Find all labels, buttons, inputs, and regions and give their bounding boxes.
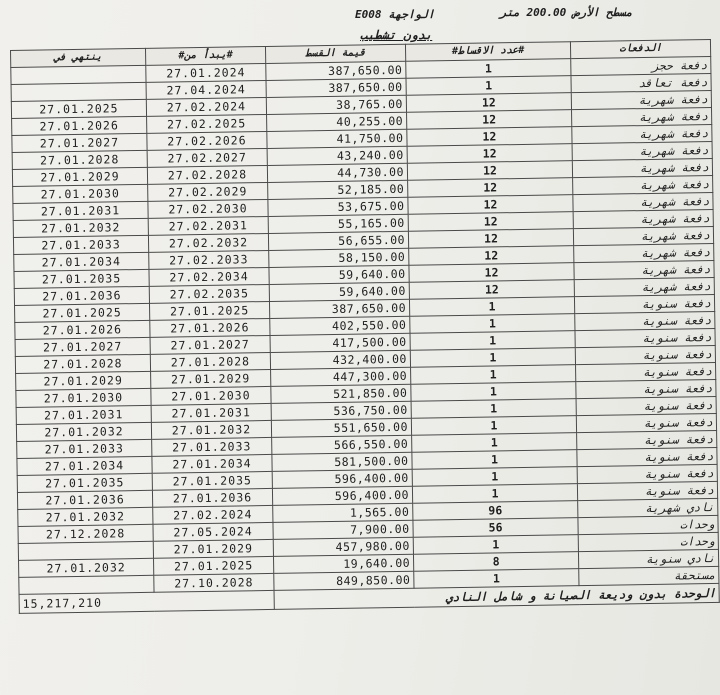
cell-start: 27.02.2025 bbox=[147, 114, 267, 133]
cell-end: 27.01.2031 bbox=[13, 201, 148, 220]
cell-type: دفعة سنوية bbox=[575, 345, 715, 364]
cell-type: دفعة سنوية bbox=[576, 379, 716, 398]
cell-end: 27.01.2025 bbox=[15, 303, 150, 322]
cell-count: 1 bbox=[412, 433, 577, 453]
cell-type: دفعة سنوية bbox=[574, 294, 714, 313]
cell-amount: 536,750.00 bbox=[271, 401, 411, 420]
cell-end: 27.01.2035 bbox=[14, 269, 149, 288]
cell-end: 27.01.2028 bbox=[12, 150, 147, 169]
cell-count: 1 bbox=[413, 535, 578, 555]
cell-type: دفعة حجز bbox=[571, 56, 711, 75]
cell-amount: 432,400.00 bbox=[270, 350, 410, 369]
cell-amount: 581,500.00 bbox=[272, 452, 412, 471]
cell-count: 1 bbox=[411, 365, 576, 385]
cell-count: 1 bbox=[414, 569, 579, 589]
cell-end: 27.12.2028 bbox=[18, 524, 153, 543]
cell-start: 27.01.2031 bbox=[151, 403, 271, 422]
cell-start: 27.01.2032 bbox=[151, 420, 271, 439]
header-type: الدفعات bbox=[570, 39, 710, 58]
total-label: الوحدة بدون وديعة الصيانة و شامل النادي bbox=[274, 583, 719, 609]
cell-amount: 596,400.00 bbox=[272, 469, 412, 488]
cell-amount: 41,750.00 bbox=[267, 129, 407, 148]
cell-amount: 7,900.00 bbox=[273, 520, 413, 539]
cell-start: 27.02.2024 bbox=[146, 97, 266, 116]
cell-start: 27.02.2028 bbox=[147, 165, 267, 184]
cell-type: دفعة تعاقد bbox=[571, 73, 711, 92]
cell-start: 27.01.2026 bbox=[150, 318, 270, 337]
cell-count: 1 bbox=[406, 76, 571, 96]
cell-amount: 55,165.00 bbox=[268, 214, 408, 233]
total-value: 15,217,210 bbox=[19, 590, 274, 613]
cell-start: 27.02.2027 bbox=[147, 148, 267, 167]
cell-start: 27.02.2026 bbox=[147, 131, 267, 150]
cell-count: 1 bbox=[411, 382, 576, 402]
cell-start: 27.01.2025 bbox=[149, 301, 269, 320]
cell-type: دفعة سنوية bbox=[577, 447, 717, 466]
cell-type: دفعة شهرية bbox=[574, 243, 714, 262]
cell-count: 1 bbox=[412, 450, 577, 470]
cell-count: 12 bbox=[407, 144, 572, 164]
cell-type: دفعة سنوية bbox=[577, 430, 717, 449]
cell-count: 1 bbox=[411, 399, 576, 419]
cell-amount: 19,640.00 bbox=[273, 554, 413, 573]
cell-count: 12 bbox=[409, 280, 574, 300]
cell-count: 1 bbox=[406, 59, 571, 79]
cell-amount: 417,500.00 bbox=[270, 333, 410, 352]
cell-start: 27.02.2032 bbox=[148, 233, 268, 252]
cell-type: وحدات bbox=[578, 532, 718, 551]
cell-count: 12 bbox=[408, 195, 573, 215]
cell-amount: 59,640.00 bbox=[269, 265, 409, 284]
cell-end: 27.01.2025 bbox=[11, 99, 146, 118]
cell-amount: 58,150.00 bbox=[269, 248, 409, 267]
cell-type: نادي سنوية bbox=[578, 549, 718, 568]
cell-start: 27.02.2033 bbox=[149, 250, 269, 269]
cell-start: 27.02.2031 bbox=[148, 216, 268, 235]
cell-type: دفعة سنوية bbox=[576, 396, 716, 415]
cell-start: 27.01.2028 bbox=[150, 352, 270, 371]
cell-type: دفعة شهرية bbox=[572, 141, 712, 160]
cell-end bbox=[19, 575, 154, 594]
cell-type: دفعة سنوية bbox=[577, 464, 717, 483]
cell-end: 27.01.2029 bbox=[12, 167, 147, 186]
cell-count: 12 bbox=[408, 178, 573, 198]
land-area-heading: مسطح الأرض 200.00 متر bbox=[500, 6, 633, 19]
cell-count: 1 bbox=[410, 314, 575, 334]
cell-end: 27.01.2036 bbox=[14, 286, 149, 305]
cell-amount: 849,850.00 bbox=[274, 571, 414, 590]
cell-end: 27.01.2032 bbox=[13, 218, 148, 237]
cell-count: 96 bbox=[413, 501, 578, 521]
cell-count: 12 bbox=[407, 110, 572, 130]
cell-amount: 596,400.00 bbox=[272, 486, 412, 505]
cell-end: 27.01.2033 bbox=[17, 439, 152, 458]
cell-start: 27.01.2029 bbox=[153, 539, 273, 558]
cell-amount: 521,850.00 bbox=[271, 384, 411, 403]
cell-start: 27.01.2033 bbox=[152, 437, 272, 456]
cell-amount: 402,550.00 bbox=[270, 316, 410, 335]
cell-count: 1 bbox=[410, 331, 575, 351]
cell-count: 12 bbox=[407, 161, 572, 181]
cell-amount: 1,565.00 bbox=[273, 503, 413, 522]
cell-type: دفعة شهرية bbox=[573, 209, 713, 228]
cell-count: 12 bbox=[406, 93, 571, 113]
finishing-heading: بدون تشطيب bbox=[360, 28, 433, 42]
cell-start: 27.01.2030 bbox=[151, 386, 271, 405]
cell-count: 8 bbox=[413, 552, 578, 572]
cell-end: 27.01.2028 bbox=[15, 354, 150, 373]
cell-start: 27.01.2027 bbox=[150, 335, 270, 354]
header-end: ينتهي في bbox=[11, 48, 146, 67]
cell-amount: 457,980.00 bbox=[273, 537, 413, 556]
cell-count: 12 bbox=[407, 127, 572, 147]
cell-count: 1 bbox=[410, 348, 575, 368]
cell-count: 12 bbox=[408, 212, 573, 232]
cell-amount: 59,640.00 bbox=[269, 282, 409, 301]
cell-end bbox=[11, 82, 146, 101]
cell-start: 27.01.2025 bbox=[154, 556, 274, 575]
cell-start: 27.02.2024 bbox=[153, 505, 273, 524]
cell-type: دفعة سنوية bbox=[576, 362, 716, 381]
cell-start: 27.01.2029 bbox=[151, 369, 271, 388]
cell-end: 27.01.2026 bbox=[12, 116, 147, 135]
cell-end: 27.01.2032 bbox=[16, 422, 151, 441]
cell-end: 27.01.2027 bbox=[15, 337, 150, 356]
cell-amount: 38,765.00 bbox=[266, 95, 406, 114]
cell-end: 27.01.2035 bbox=[17, 473, 152, 492]
cell-end: 27.01.2036 bbox=[17, 490, 152, 509]
cell-amount: 551,650.00 bbox=[271, 418, 411, 437]
facade-heading: الواجهة E008 bbox=[355, 8, 435, 21]
cell-end: 27.01.2033 bbox=[13, 235, 148, 254]
cell-amount: 43,240.00 bbox=[267, 146, 407, 165]
cell-end: 27.01.2031 bbox=[16, 405, 151, 424]
cell-count: 12 bbox=[408, 229, 573, 249]
cell-start: 27.10.2028 bbox=[154, 573, 274, 592]
cell-type: دفعة شهرية bbox=[574, 277, 714, 296]
cell-type: مستحقة bbox=[579, 566, 719, 585]
cell-end: 27.01.2027 bbox=[12, 133, 147, 152]
cell-count: 1 bbox=[412, 484, 577, 504]
cell-start: 27.01.2036 bbox=[152, 488, 272, 507]
cell-end: 27.01.2030 bbox=[16, 388, 151, 407]
cell-type: دفعة شهرية bbox=[573, 226, 713, 245]
cell-amount: 387,650.00 bbox=[269, 299, 409, 318]
cell-amount: 387,650.00 bbox=[266, 61, 406, 80]
cell-amount: 52,185.00 bbox=[268, 180, 408, 199]
cell-start: 27.04.2024 bbox=[146, 80, 266, 99]
cell-count: 1 bbox=[411, 416, 576, 436]
cell-amount: 387,650.00 bbox=[266, 78, 406, 97]
cell-start: 27.01.2034 bbox=[152, 454, 272, 473]
cell-type: دفعة شهرية bbox=[571, 90, 711, 109]
cell-type: دفعة سنوية bbox=[577, 481, 717, 500]
cell-end bbox=[11, 65, 146, 84]
cell-end: 27.01.2034 bbox=[14, 252, 149, 271]
cell-type: دفعة سنوية bbox=[575, 311, 715, 330]
cell-end: 27.01.2034 bbox=[17, 456, 152, 475]
cell-type: دفعة شهرية bbox=[572, 124, 712, 143]
cell-start: 27.02.2030 bbox=[148, 199, 268, 218]
cell-amount: 447,300.00 bbox=[271, 367, 411, 386]
cell-amount: 53,675.00 bbox=[268, 197, 408, 216]
cell-count: 1 bbox=[409, 297, 574, 317]
cell-end: 27.01.2032 bbox=[19, 558, 154, 577]
cell-count: 12 bbox=[409, 263, 574, 283]
cell-start: 27.01.2024 bbox=[146, 63, 266, 82]
cell-amount: 56,655.00 bbox=[268, 231, 408, 250]
header-start: #يبدأ من# bbox=[145, 46, 265, 65]
cell-type: دفعة شهرية bbox=[574, 260, 714, 279]
cell-amount: 44,730.00 bbox=[267, 163, 407, 182]
cell-type: دفعة سنوية bbox=[576, 413, 716, 432]
cell-type: دفعة شهرية bbox=[573, 192, 713, 211]
cell-amount: 566,550.00 bbox=[272, 435, 412, 454]
cell-count: 1 bbox=[412, 467, 577, 487]
cell-end: 27.01.2026 bbox=[15, 320, 150, 339]
cell-start: 27.02.2035 bbox=[149, 284, 269, 303]
cell-type: دفعة شهرية bbox=[573, 175, 713, 194]
cell-end: 27.01.2030 bbox=[13, 184, 148, 203]
cell-start: 27.02.2029 bbox=[148, 182, 268, 201]
cell-type: نادي شهرية bbox=[578, 498, 718, 517]
cell-end bbox=[18, 541, 153, 560]
payment-schedule-table bbox=[10, 39, 720, 614]
header-amount: قيمة القسط bbox=[265, 44, 405, 63]
cell-type: دفعة شهرية bbox=[572, 107, 712, 126]
cell-count: 12 bbox=[409, 246, 574, 266]
cell-start: 27.02.2034 bbox=[149, 267, 269, 286]
cell-type: وحدات bbox=[578, 515, 718, 534]
cell-end: 27.01.2032 bbox=[18, 507, 153, 526]
cell-start: 27.05.2024 bbox=[153, 522, 273, 541]
header-count: #عدد الاقساط# bbox=[405, 42, 570, 62]
cell-type: دفعة شهرية bbox=[572, 158, 712, 177]
cell-count: 56 bbox=[413, 518, 578, 538]
cell-amount: 40,255.00 bbox=[267, 112, 407, 131]
cell-end: 27.01.2029 bbox=[16, 371, 151, 390]
cell-start: 27.01.2035 bbox=[152, 471, 272, 490]
cell-type: دفعة سنوية bbox=[575, 328, 715, 347]
